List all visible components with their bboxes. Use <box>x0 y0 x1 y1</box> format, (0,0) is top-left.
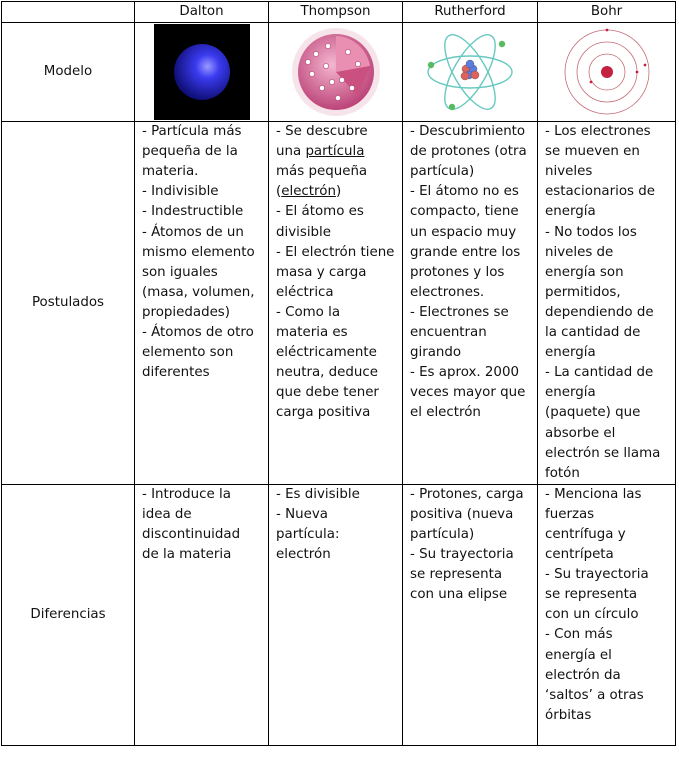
thompson-postulados-line: masa y carga <box>276 264 367 280</box>
thompson-text: una <box>276 144 306 160</box>
bohr-postulados-line: estacionarios de <box>545 184 656 200</box>
thompson-postulados-line <box>276 142 398 162</box>
modelo-row <box>2 23 676 122</box>
rutherford-postulados-line: veces mayor que <box>410 385 526 401</box>
dalton-postulados-line: - Indestructible <box>142 204 244 220</box>
thompson-postulados-line: neutra, deduce <box>276 365 379 381</box>
dalton-diferencias-line: - Introduce la <box>142 486 231 502</box>
thompson-diferencias-line: - Nueva <box>276 506 328 522</box>
bohr-diferencias-line: órbitas <box>545 707 592 723</box>
dalton-model-cell <box>135 23 269 122</box>
bohr-postulados-line: - Los electrones <box>545 124 651 140</box>
thompson-postulados-line: - Se descubre <box>276 124 368 140</box>
bohr-postulados-line: absorbe el <box>545 425 616 441</box>
bohr-diferencias-line: centrípeta <box>545 547 614 563</box>
thompson-postulados-line: eléctricamente <box>276 345 377 361</box>
thompson-postulados-line: divisible <box>276 224 332 240</box>
dalton-postulados-cell <box>135 122 269 485</box>
bohr-postulados-line: energía <box>545 385 596 401</box>
dalton-diferencias-line: discontinuidad <box>142 526 241 542</box>
bohr-diferencias-line: ‘saltos’ a otras <box>545 687 644 703</box>
rutherford-postulados-line: - Es aprox. 2000 <box>410 365 519 381</box>
bohr-postulados-line: energía <box>545 345 596 361</box>
dalton-postulados-line: propiedades) <box>142 304 231 320</box>
rutherford-model-cell <box>403 23 538 122</box>
dalton-postulados-line: mismo elemento <box>142 244 255 260</box>
bohr-postulados-line: - No todos los <box>545 224 637 240</box>
bohr-postulados-line: electrón se llama <box>545 445 661 461</box>
bohr-diferencias-line: fuerzas <box>545 506 595 522</box>
thompson-model-cell <box>269 23 403 122</box>
bohr-postulados-line: fotón <box>545 465 580 481</box>
thompson-postulados-line: más pequeña <box>276 164 368 180</box>
rutherford-postulados-line: grande entre los <box>410 244 521 260</box>
rutherford-diferencias-line: - Su trayectoria <box>410 547 514 563</box>
thompson-text: ) <box>335 184 342 200</box>
rutherford-postulados-cell <box>403 122 538 485</box>
dalton-diferencias-cell <box>135 484 269 745</box>
bohr-postulados-line: - La cantidad de <box>545 365 654 381</box>
bohr-diferencias-line: centrífuga y <box>545 526 626 542</box>
rutherford-postulados-line: - Descubrimiento <box>410 124 526 140</box>
header-rutherford: Rutherford <box>403 2 538 23</box>
bohr-diferencias-line: - Con más <box>545 627 613 643</box>
thompson-postulados-line <box>276 182 398 202</box>
dalton-postulados-line: (masa, volumen, <box>142 284 255 300</box>
row-label-postulados: Postulados <box>2 122 135 485</box>
rutherford-postulados-line: un espacio muy <box>410 224 517 240</box>
bohr-postulados-line: (paquete) que <box>545 405 641 421</box>
thompson-diferencias-line: - Es divisible <box>276 486 360 502</box>
bohr-postulados-line: energía son <box>545 264 624 280</box>
postulados-row <box>2 122 676 485</box>
rutherford-postulados-line: protones y los <box>410 264 505 280</box>
dalton-postulados-line: diferentes <box>142 365 210 381</box>
dalton-diferencias-line: idea de <box>142 506 192 522</box>
dalton-postulados-line: son iguales <box>142 264 218 280</box>
thompson-postulados-line: - El electrón tiene <box>276 244 395 260</box>
rutherford-diferencias-line: se representa <box>410 567 503 583</box>
row-label-diferencias: Diferencias <box>2 484 135 745</box>
thompson-diferencias-cell <box>269 484 403 745</box>
bohr-postulados-line: niveles de <box>545 244 614 260</box>
header-dalton: Dalton <box>135 2 269 23</box>
bohr-postulados-line: permitidos, <box>545 284 621 300</box>
bohr-diferencias-line: energía el <box>545 647 612 663</box>
bohr-postulados-line: dependiendo de <box>545 304 654 320</box>
thompson-postulados-cell <box>269 122 403 485</box>
header-bohr: Bohr <box>538 2 676 23</box>
thompson-underlined-word: partícula <box>305 144 365 160</box>
row-label-modelo: Modelo <box>2 23 135 122</box>
thompson-postulados-line: materia es <box>276 325 348 341</box>
dalton-postulados-line: - Indivisible <box>142 184 219 200</box>
rutherford-diferencias-cell <box>403 484 538 745</box>
thompson-diferencias-line: partícula: <box>276 526 340 542</box>
rutherford-postulados-line: electrones. <box>410 284 485 300</box>
rutherford-postulados-line: - El átomo no es <box>410 184 519 200</box>
bohr-postulados-line: energía <box>545 204 596 220</box>
rutherford-postulados-line: encuentran <box>410 325 487 341</box>
rutherford-postulados-line: compacto, tiene <box>410 204 519 220</box>
rutherford-diferencias-line: con una elipse <box>410 587 508 603</box>
rutherford-postulados-line: el electrón <box>410 405 481 421</box>
bohr-postulados-cell <box>538 122 676 485</box>
dalton-postulados-line: - Átomos de otro <box>142 325 254 341</box>
rutherford-postulados-line: girando <box>410 345 462 361</box>
bohr-postulados-line: niveles <box>545 164 593 180</box>
diferencias-row <box>2 484 676 745</box>
dalton-sphere-image <box>154 24 250 120</box>
bohr-postulados-line: la cantidad de <box>545 325 641 341</box>
bohr-diferencias-line: - Menciona las <box>545 486 642 502</box>
thompson-diferencias-line: electrón <box>276 547 331 563</box>
dalton-postulados-line: - Átomos de un <box>142 224 244 240</box>
bohr-diferencias-line: - Su trayectoria <box>545 567 649 583</box>
thompson-postulados-line: - Como la <box>276 304 341 320</box>
dalton-postulados-line: materia. <box>142 164 199 180</box>
thompson-underlined-word: electrón <box>281 184 336 200</box>
rutherford-diferencias-line: partícula) <box>410 526 475 542</box>
thompson-postulados-line: - El átomo es <box>276 204 364 220</box>
rutherford-orbit-image <box>422 27 518 117</box>
header-thompson: Thompson <box>269 2 403 23</box>
rutherford-diferencias-line: positiva (nueva <box>410 506 514 522</box>
rutherford-diferencias-line: - Protones, carga <box>410 486 524 502</box>
thompson-postulados-line: eléctrica <box>276 284 334 300</box>
bohr-model-cell <box>538 23 676 122</box>
bohr-diferencias-line: se representa <box>545 587 638 603</box>
rutherford-postulados-line: - Electrones se <box>410 304 509 320</box>
rutherford-postulados-line: partícula) <box>410 164 475 180</box>
bohr-diferencias-cell <box>538 484 676 745</box>
thompson-plum-pudding-image <box>286 24 386 120</box>
thompson-postulados-line: carga positiva <box>276 405 371 421</box>
bohr-diferencias-line: electrón da <box>545 667 621 683</box>
header-row <box>2 2 676 23</box>
dalton-postulados-line: elemento son <box>142 345 234 361</box>
thompson-postulados-line: que debe tener <box>276 385 379 401</box>
bohr-orbit-image <box>559 27 655 117</box>
atomic-models-table <box>1 1 676 746</box>
bohr-diferencias-line: con un círculo <box>545 607 639 623</box>
header-empty <box>2 2 135 23</box>
dalton-diferencias-line: de la materia <box>142 547 232 563</box>
rutherford-postulados-line: de protones (otra <box>410 144 527 160</box>
thompson-text: ( <box>276 184 282 200</box>
bohr-postulados-line: se mueven en <box>545 144 640 160</box>
dalton-postulados-line: pequeña de la <box>142 144 238 160</box>
dalton-postulados-line: - Partícula más <box>142 124 242 140</box>
